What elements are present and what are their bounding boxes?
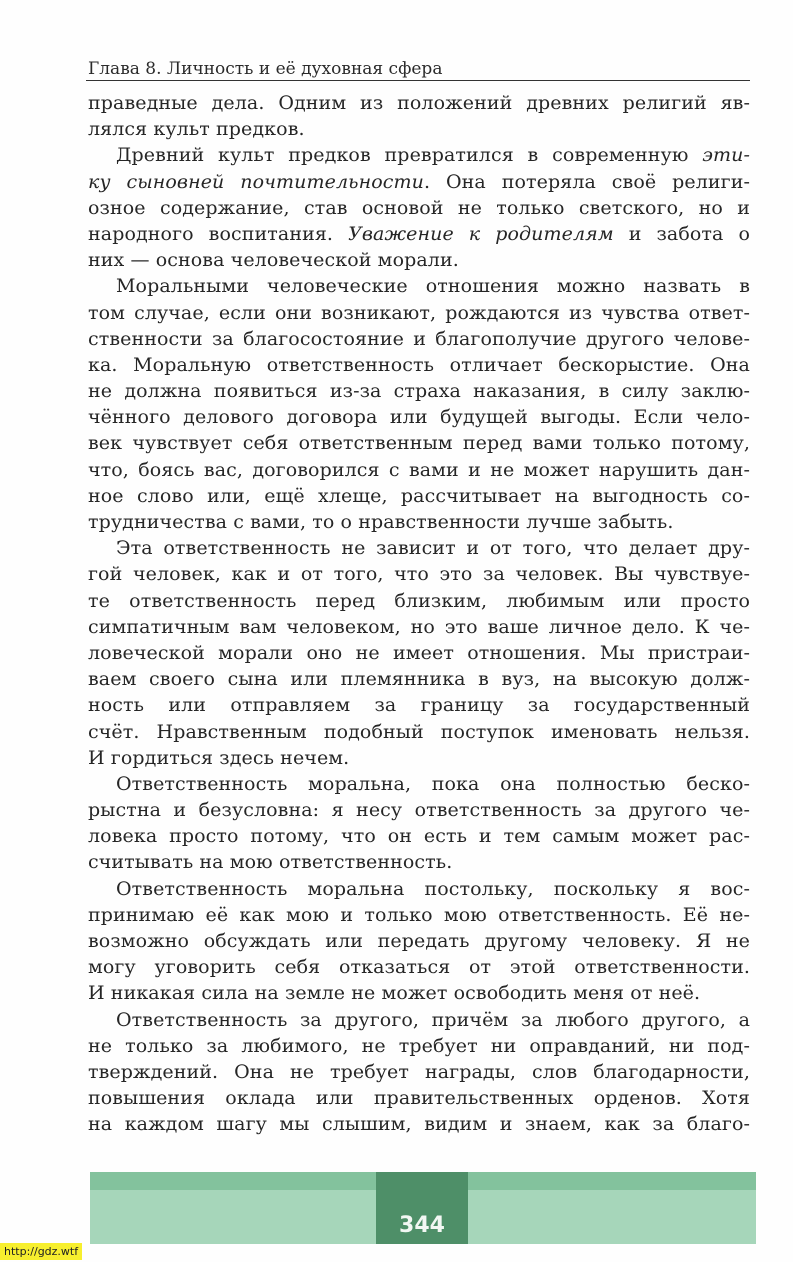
text-line: ваем своего сына или племянника в вуз, на высокую долж- <box>88 668 750 691</box>
text-line: на каждом шагу мы слышим, видим и знаем, как за благо- <box>88 1113 750 1136</box>
text-span: . Она потеряла своё религи- <box>423 170 750 193</box>
text-line: рыстна и безусловна: я несу ответственность за другого че- <box>88 799 750 822</box>
header-rule <box>86 80 750 81</box>
text-line: И гордиться здесь нечем. <box>88 746 350 769</box>
text-span: народного воспитания. <box>88 222 349 245</box>
text-line: Ответственность моральна постольку, поскольку я вос- <box>116 877 750 900</box>
text-line: чённого делового договора или будущей выгоды. Если чело- <box>88 406 750 429</box>
text-line: возможно обсуждать или передать другому человеку. Я не <box>88 930 750 952</box>
text-line: повышения оклада или правительственных орденов. Хотя <box>88 1087 750 1110</box>
text-line <box>88 142 750 168</box>
text-span: и забота о <box>613 222 750 245</box>
text-line: могу уговорить себя отказаться от этой ответственности. <box>88 956 750 979</box>
text-line: Моральными человеческие отношения можно назвать в <box>116 275 750 298</box>
text-line: те ответственность перед близким, любимым или просто <box>88 589 750 612</box>
text-line: ность или отправляем за границу за государственный <box>88 694 750 717</box>
text-line: век чувствует себя ответственным перед вами только потому, <box>88 432 750 455</box>
text-line: озное содержание, став основой не только светского, но и <box>88 196 750 219</box>
text-line: них — основа человеческой морали. <box>88 249 459 272</box>
text-line: ка. Моральную ответственность отличает бескорыстие. Она <box>88 353 750 376</box>
text-line: не только за любимого, не требует ни оправданий, ни под- <box>88 1034 750 1057</box>
text-line: Эта ответственность не зависит и от того, что делает дру- <box>116 537 750 560</box>
italic-term: ку сыновней почтительности <box>88 170 424 193</box>
italic-term: Уважение к родителям <box>348 222 614 245</box>
text-line <box>88 169 750 195</box>
page-footer <box>90 1172 756 1244</box>
text-span: Древний культ предков превратился в современную <box>116 144 703 167</box>
text-line: счёт. Нравственным подобный поступок именовать нельзя. <box>88 720 750 743</box>
text-line <box>88 221 750 247</box>
body-text <box>88 90 750 1138</box>
watermark-link[interactable]: http://gdz.wtf <box>0 1243 82 1260</box>
text-line: лялся культ предков. <box>88 118 305 141</box>
text-line: ловека просто потому, что он есть и тем самым может рас- <box>88 825 750 848</box>
text-line: считывать на мою ответственность. <box>88 851 453 874</box>
text-line: принимаю её как мою и только мою ответственность. Её не- <box>88 903 750 926</box>
text-line: тверждений. Она не требует награды, слов благодарности, <box>88 1060 750 1083</box>
text-line: Ответственность за другого, причём за любого другого, а <box>116 1008 750 1031</box>
text-line: гой человек, как и от того, что это за человек. Вы чувствуе- <box>88 563 750 586</box>
text-line: что, боясь вас, договорился с вами и не может нарушить дан- <box>88 458 750 481</box>
text-line: Ответственность моральна, пока она полностью беско- <box>116 772 750 795</box>
text-line: не должна появиться из-за страха наказания, в силу заклю- <box>88 380 750 403</box>
text-line: том случае, если они возникают, рождаются из чувства ответ- <box>88 301 750 324</box>
text-line: симпатичным вам человеком, но это ваше личное дело. К че- <box>88 615 750 638</box>
page-number: 344 <box>399 1213 445 1238</box>
text-line: праведные дела. Одним из положений древних религий яв- <box>88 92 750 114</box>
text-line: ственности за благосостояние и благополучие другого челове- <box>88 327 750 350</box>
italic-term: эти- <box>702 144 750 167</box>
text-line: И никакая сила на земле не может освободить меня от неё. <box>88 982 701 1005</box>
text-line: ловеческой морали оно не имеет отношения. Мы пристраи- <box>88 641 750 664</box>
text-line: ное слово или, ещё хлеще, рассчитывает на выгодность со- <box>88 484 750 507</box>
chapter-running-head: Глава 8. Личность и её духовная сфера <box>88 59 443 79</box>
text-line: трудничества с вами, то о нравственности лучше забыть. <box>88 511 674 533</box>
